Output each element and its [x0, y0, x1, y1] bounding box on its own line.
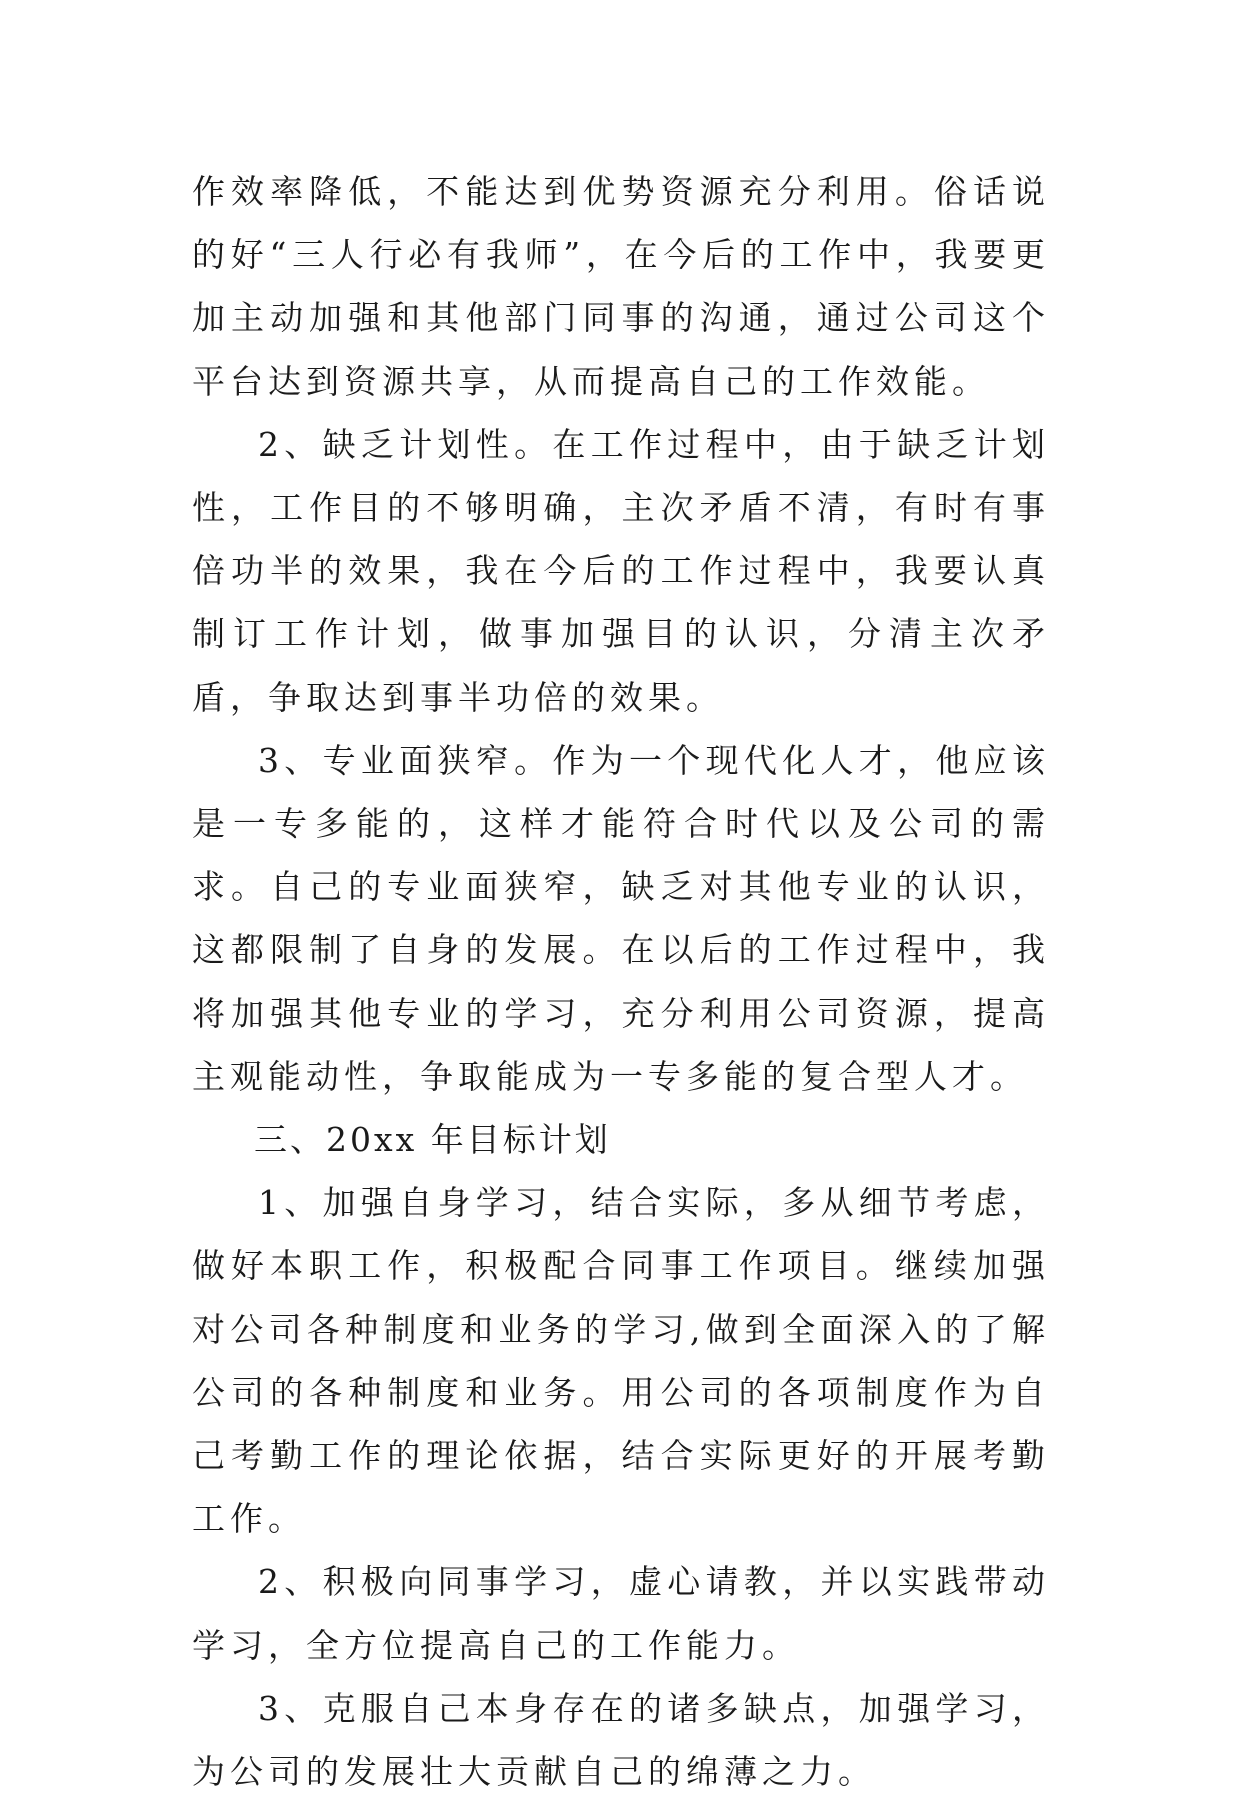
- section-heading-goals: 三、20xx 年目标计划: [254, 1120, 611, 1160]
- paragraph-goal-1: 1、加强自身学习，结合实际，多从细节考虑，做好本职工作，积极配合同事工作项目。继续加强对公司各种制度和业务的学习,做到全面深入的了解公司的各种制度和业务。用公司的各项制度作为自己考勤工作的理论依据，结合实际更好的开展考勤工作。: [192, 1183, 1050, 1539]
- paragraph-goal-2: 2、积极向同事学习，虚心请教，并以实践带动学习，全方位提高自己的工作能力。: [192, 1562, 1050, 1665]
- body-text: [192, 160, 1050, 1803]
- paragraph-goal-3: 3、克服自己本身存在的诸多缺点，加强学习，为公司的发展壮大贡献自己的绵薄之力。: [192, 1688, 1050, 1792]
- paragraph-continuation: 作效率降低，不能达到优势资源充分利用。俗话说的好“三人行必有我师”，在今后的工作中，我要更加主动加强和其他部门同事的沟通，通过公司这个平台达到资源共享，从而提高自己的工作效能。: [192, 172, 1050, 401]
- paragraph-narrow-specialty: 3、专业面狭窄。作为一个现代化人才，他应该是一专多能的，这样才能符合时代以及公司的需求。自己的专业面狭窄，缺乏对其他专业的认识，这都限制了自身的发展。在以后的工作过程中，我将加强其他专业的学习，充分利用公司资源，提高主观能动性，争取能成为一专多能的复合型人才。: [192, 740, 1050, 1096]
- paragraph-lack-of-planning: 2、缺乏计划性。在工作过程中，由于缺乏计划性，工作目的不够明确，主次矛盾不清，有时有事倍功半的效果，我在今后的工作过程中，我要认真制订工作计划，做事加强目的认识，分清主次矛盾，争取达到事半功倍的效果。: [192, 424, 1050, 717]
